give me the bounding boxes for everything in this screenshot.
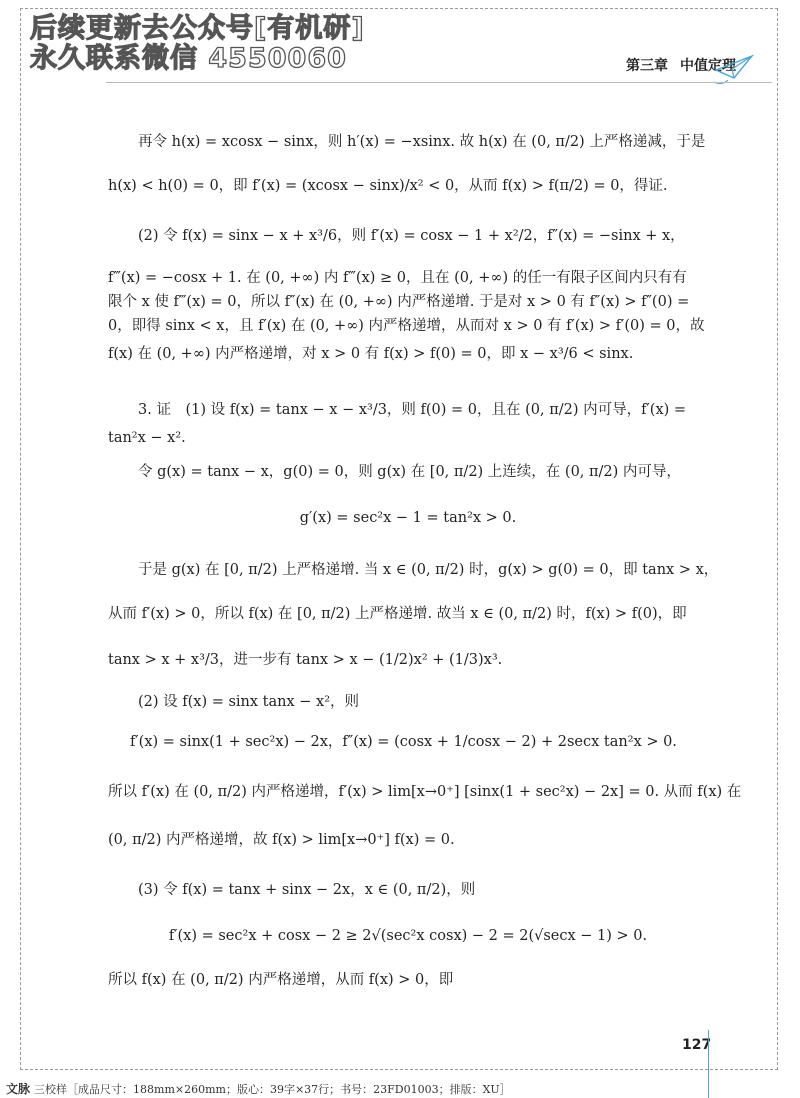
text-line-6: 0，即得 sinx < x，且 f′(x) 在 (0, +∞) 内严格递增，从而对 x > 0 有 f′(x) > f′(0) = 0，故 <box>108 318 705 334</box>
text-line-9: tan²x − x². <box>108 430 186 446</box>
page-frame <box>20 8 778 1070</box>
text-line-12: 于是 g(x) 在 [0, π/2) 上严格递增. 当 x ∈ (0, π/2) 时，g(x) > g(0) = 0，即 tanx > x， <box>138 562 719 578</box>
watermark-line1: 后续更新去公众号[有机研] <box>30 13 365 44</box>
text-line-10: 令 g(x) = tanx − x，g(0) = 0，则 g(x) 在 [0, π/2) 上连续，在 (0, π/2) 内可导， <box>138 464 681 480</box>
text-line-4: f‴(x) = −cosx + 1. 在 (0, +∞) 内 f‴(x) ≥ 0，且在 (0, +∞) 的任一有限子区间内只有有 <box>108 270 687 286</box>
text-line-8: 3. 证 (1) 设 f(x) = tanx − x − x³/3，则 f(0) = 0，且在 (0, π/2) 内可导，f′(x) = <box>138 402 687 418</box>
text-line-7: f(x) 在 (0, +∞) 内严格递增，对 x > 0 有 f(x) > f(0) = 0，即 x − x³/6 < sinx. <box>108 346 634 362</box>
watermark-line2: 永久联系微信 4550060 <box>30 43 347 74</box>
chapter-label: 第三章 <box>626 58 668 74</box>
text-line-2: h(x) < h(0) = 0，即 f′(x) = (xcosx − sinx)/x² < 0，从而 f(x) > f(π/2) = 0，得证. <box>108 178 668 194</box>
print-footer <box>6 1080 511 1097</box>
text-line-18: (0, π/2) 内严格递增，故 f(x) > lim[x→0⁺] f(x) = 0. <box>108 832 455 848</box>
text-line-1: 再令 h(x) = xcosx − sinx，则 h′(x) = −xsinx. 故 h(x) 在 (0, π/2) 上严格递减，于是 <box>138 134 706 150</box>
display-eq-3: f′(x) = sec²x + cosx − 2 ≥ 2√(sec²x cosx) − 2 = 2(√secx − 1) > 0. <box>168 928 648 944</box>
footer-text: 三校样［成品尺寸：188mm×260mm；版心：39字×37行；书号：23FD01003；排版：XU］ <box>34 1083 511 1096</box>
header-rule <box>106 82 772 83</box>
page-number: 127 <box>682 1037 712 1053</box>
footer-brand: 文脉 <box>6 1082 31 1096</box>
text-line-15: (2) 设 f(x) = sinx tanx − x²，则 <box>138 694 360 710</box>
text-line-3: (2) 令 f(x) = sinx − x + x³/6，则 f′(x) = cosx − 1 + x²/2，f″(x) = −sinx + x， <box>138 228 685 244</box>
page-margin-line <box>708 1030 709 1098</box>
text-line-14: tanx > x + x³/3，进一步有 tanx > x − (1/2)x² + (1/3)x³. <box>108 652 503 668</box>
chapter-topic: 中值定理 <box>680 58 736 74</box>
text-line-13: 从而 f′(x) > 0，所以 f(x) 在 [0, π/2) 上严格递增. 故当 x ∈ (0, π/2) 时，f(x) > f(0)，即 <box>108 606 687 622</box>
text-line-19: (3) 令 f(x) = tanx + sinx − 2x，x ∈ (0, π/2)，则 <box>138 882 476 898</box>
display-eq-1: g′(x) = sec²x − 1 = tan²x > 0. <box>299 510 517 526</box>
text-line-5: 限个 x 使 f‴(x) = 0，所以 f″(x) 在 (0, +∞) 内严格递增. 于是对 x > 0 有 f″(x) > f″(0) = <box>108 294 690 310</box>
display-eq-2: f′(x) = sinx(1 + sec²x) − 2x，f″(x) = (cosx + 1/cosx − 2) + 2secx tan²x > 0. <box>130 734 677 750</box>
text-line-17: 所以 f′(x) 在 (0, π/2) 内严格递增，f′(x) > lim[x→0⁺] [sinx(1 + sec²x) − 2x] = 0. 从而 f(x) 在 <box>108 784 742 800</box>
text-line-21: 所以 f(x) 在 (0, π/2) 内严格递增，从而 f(x) > 0，即 <box>108 972 454 988</box>
